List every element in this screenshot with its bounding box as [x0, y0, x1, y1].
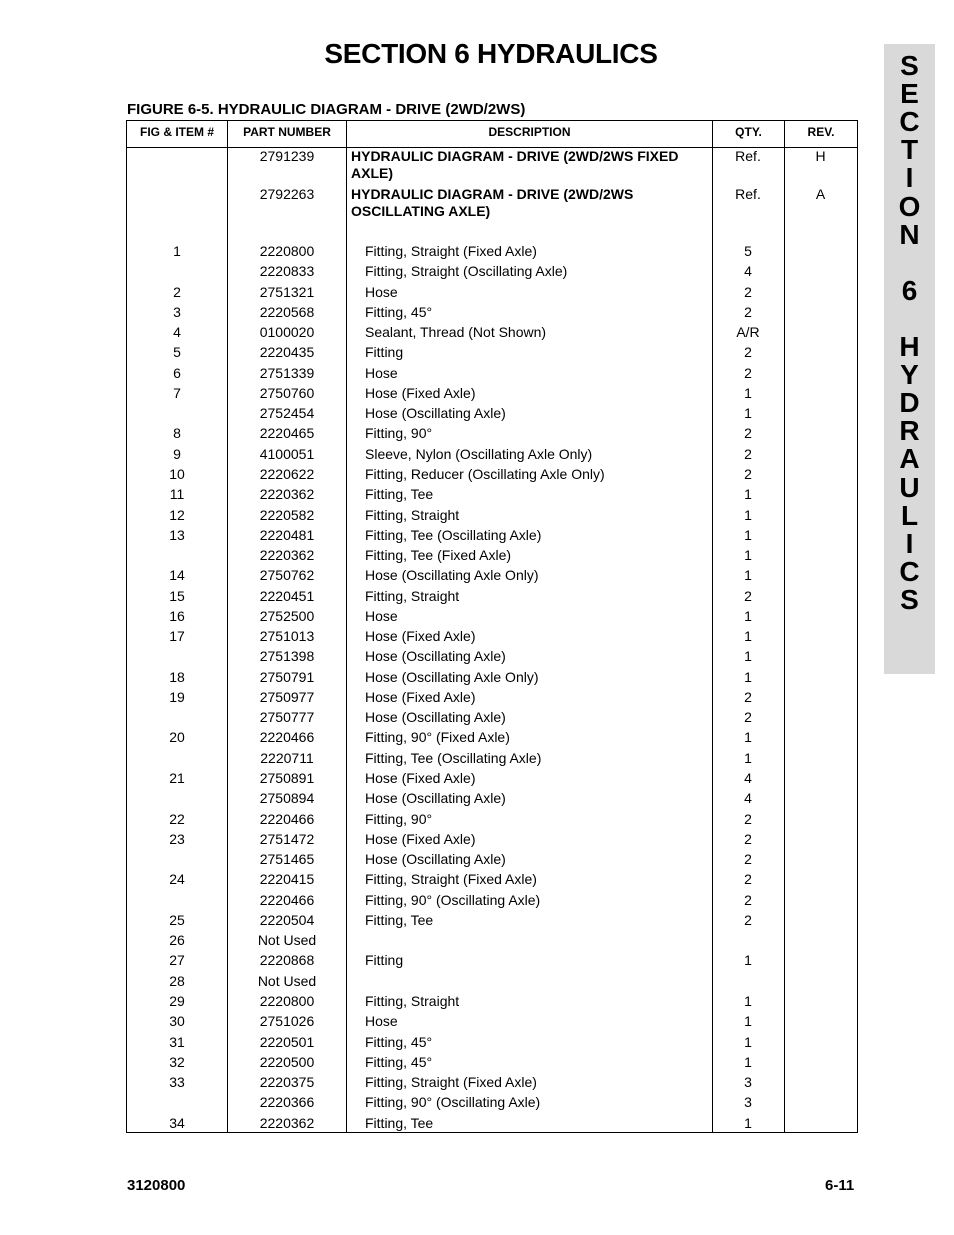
- parts-table: [126, 120, 858, 1133]
- description: Fitting, Tee: [365, 912, 434, 928]
- part-number: 2220481: [259, 527, 315, 543]
- fig-item-number: 6: [173, 365, 181, 381]
- header-qty: QTY.: [735, 125, 762, 139]
- quantity: 2: [744, 892, 752, 908]
- quantity: 2: [744, 344, 752, 360]
- part-number: 2751465: [259, 851, 315, 867]
- description: Hose (Oscillating Axle): [365, 405, 506, 421]
- quantity: 2: [744, 425, 752, 441]
- description: Fitting, Tee (Fixed Axle): [365, 547, 512, 563]
- quantity: 4: [744, 263, 752, 279]
- description: Fitting, Tee (Oscillating Axle): [365, 527, 542, 543]
- part-number: 4100051: [259, 446, 315, 462]
- quantity: 3: [744, 1074, 752, 1090]
- part-number: 2220868: [259, 952, 315, 968]
- side-tab-letter: E: [900, 78, 919, 110]
- header-rev: REV.: [807, 125, 835, 139]
- fig-item-number: 10: [169, 466, 185, 482]
- side-tab-letter: O: [898, 190, 921, 222]
- quantity: 1: [744, 486, 752, 502]
- part-number: 2752500: [259, 608, 315, 624]
- revision: A: [815, 186, 826, 202]
- quantity: 1: [744, 1054, 752, 1070]
- part-number: 2750977: [259, 689, 315, 705]
- side-tab-letter: C: [899, 106, 920, 138]
- quantity: 1: [744, 1034, 752, 1050]
- part-number: 2220415: [259, 871, 315, 887]
- part-number: 2220466: [259, 811, 315, 827]
- quantity: 1: [744, 729, 752, 745]
- description: Fitting, Tee: [365, 486, 434, 502]
- fig-item-number: 26: [169, 932, 185, 948]
- part-number: Not Used: [257, 932, 317, 948]
- description: Hose (Oscillating Axle Only): [365, 567, 539, 583]
- quantity: 1: [744, 567, 752, 583]
- column-divider: [784, 121, 785, 1132]
- part-number: 2220800: [259, 993, 315, 1009]
- quantity: 1: [744, 547, 752, 563]
- part-number: 2220833: [259, 263, 315, 279]
- part-number: 2791239: [259, 148, 315, 164]
- description: Fitting, Straight: [365, 588, 460, 604]
- quantity: 1: [744, 993, 752, 1009]
- quantity: 2: [744, 811, 752, 827]
- part-number: 2220568: [259, 304, 315, 320]
- header-description: DESCRIPTION: [488, 125, 571, 139]
- fig-item-number: 33: [169, 1074, 185, 1090]
- quantity: 2: [744, 284, 752, 300]
- part-number: 0100020: [259, 324, 315, 340]
- fig-item-number: 20: [169, 729, 185, 745]
- part-number: 2220375: [259, 1074, 315, 1090]
- description: Fitting, Straight (Fixed Axle): [365, 871, 537, 887]
- description: Fitting, Straight: [365, 993, 460, 1009]
- quantity: 2: [744, 851, 752, 867]
- side-tab-letter: H: [899, 331, 920, 362]
- description: Fitting, Straight (Fixed Axle): [365, 243, 537, 259]
- header-fig-item: FIG & ITEM #: [139, 125, 214, 139]
- revision: H: [815, 148, 826, 164]
- description: Hose (Fixed Axle): [365, 770, 476, 786]
- quantity: 5: [744, 243, 752, 259]
- part-number: 2220466: [259, 892, 315, 908]
- side-tab-letter: S: [900, 583, 919, 615]
- part-number: 2751026: [259, 1013, 315, 1029]
- part-number: 2220435: [259, 344, 315, 360]
- side-tab-letter: U: [899, 471, 920, 503]
- description: Hose (Fixed Axle): [365, 628, 476, 644]
- part-number: 2750760: [259, 385, 315, 401]
- description: Hose (Fixed Axle): [365, 689, 476, 705]
- fig-item-number: 22: [169, 811, 185, 827]
- description: Fitting: [365, 952, 404, 968]
- description: Sealant, Thread (Not Shown): [365, 324, 547, 340]
- fig-item-number: 32: [169, 1054, 185, 1070]
- part-number: 2752454: [259, 405, 315, 421]
- page-number: 6-11: [825, 1177, 855, 1194]
- description: Fitting, 45°: [365, 1034, 433, 1050]
- description: Hose: [365, 284, 398, 300]
- fig-item-number: 25: [169, 912, 185, 928]
- quantity: 4: [744, 790, 752, 806]
- side-tab-letter: Y: [900, 359, 919, 391]
- description: HYDRAULIC DIAGRAM - DRIVE (2WD/2WS OSCILLATING AXLE): [351, 186, 634, 219]
- fig-item-number: 1: [173, 243, 181, 259]
- part-number: 2750791: [259, 669, 315, 685]
- description: Fitting, Reducer (Oscillating Axle Only): [365, 466, 605, 482]
- side-tab-letter: 6: [901, 274, 918, 306]
- quantity: 1: [744, 507, 752, 523]
- fig-item-number: 30: [169, 1013, 185, 1029]
- quantity: 2: [744, 912, 752, 928]
- fig-item-number: 2: [173, 284, 181, 300]
- side-tab-letter: I: [905, 527, 914, 559]
- side-tab-letter: S: [900, 50, 919, 81]
- part-number: 2751398: [259, 648, 315, 664]
- description: Fitting, Straight (Fixed Axle): [365, 1074, 537, 1090]
- side-tab-letter: C: [899, 555, 920, 587]
- description: HYDRAULIC DIAGRAM - DRIVE (2WD/2WS FIXED AXLE): [351, 148, 679, 181]
- part-number: 2220362: [259, 547, 315, 563]
- quantity: 1: [744, 648, 752, 664]
- column-divider: [346, 121, 347, 1132]
- part-number: 2750777: [259, 709, 315, 725]
- fig-item-number: 23: [169, 831, 185, 847]
- fig-item-number: 13: [169, 527, 185, 543]
- description: Hose (Oscillating Axle): [365, 851, 506, 867]
- fig-item-number: 8: [173, 425, 181, 441]
- fig-item-number: 9: [173, 446, 181, 462]
- description: Hose (Oscillating Axle): [365, 790, 506, 806]
- description: Fitting, Tee (Oscillating Axle): [365, 750, 542, 766]
- fig-item-number: 31: [169, 1034, 185, 1050]
- fig-item-number: 3: [173, 304, 181, 320]
- description: Fitting, 90°: [365, 425, 433, 441]
- part-number: 2750891: [259, 770, 315, 786]
- part-number: 2220582: [259, 507, 315, 523]
- fig-item-number: 34: [169, 1115, 185, 1131]
- fig-item-number: 24: [169, 871, 185, 887]
- section-side-tab: [884, 44, 935, 674]
- quantity: 2: [744, 304, 752, 320]
- quantity: 1: [744, 608, 752, 624]
- part-number: Not Used: [257, 973, 317, 989]
- part-number: 2220504: [259, 912, 315, 928]
- quantity: 3: [744, 1094, 752, 1110]
- description: Hose (Oscillating Axle Only): [365, 669, 539, 685]
- side-tab-letter: D: [899, 387, 920, 419]
- fig-item-number: 16: [169, 608, 185, 624]
- quantity: 4: [744, 770, 752, 786]
- description: Fitting, 90° (Fixed Axle): [365, 729, 510, 745]
- description: Fitting, 90° (Oscillating Axle): [365, 892, 541, 908]
- fig-item-number: 11: [169, 486, 185, 502]
- side-tab-letter: N: [899, 218, 920, 250]
- description: Hose (Fixed Axle): [365, 385, 476, 401]
- part-number: 2220622: [259, 466, 315, 482]
- part-number: 2751013: [259, 628, 315, 644]
- quantity: 2: [744, 871, 752, 887]
- quantity: 1: [744, 1115, 752, 1131]
- description: Hose: [365, 608, 398, 624]
- fig-item-number: 18: [169, 669, 185, 685]
- fig-item-number: 29: [169, 993, 185, 1009]
- part-number: 2220500: [259, 1054, 315, 1070]
- quantity: 1: [744, 750, 752, 766]
- part-number: 2750762: [259, 567, 315, 583]
- part-number: 2220800: [259, 243, 315, 259]
- part-number: 2751339: [259, 365, 315, 381]
- quantity: 2: [744, 365, 752, 381]
- quantity: 2: [744, 466, 752, 482]
- fig-item-number: 7: [173, 385, 181, 401]
- part-number: 2220451: [259, 588, 315, 604]
- fig-item-number: 27: [169, 952, 185, 968]
- description: Hose (Oscillating Axle): [365, 648, 506, 664]
- side-tab-letter: A: [899, 443, 920, 475]
- part-number: 2220465: [259, 425, 315, 441]
- quantity: 1: [744, 628, 752, 644]
- description: Fitting, 45°: [365, 304, 433, 320]
- description: Fitting, 90° (Oscillating Axle): [365, 1094, 541, 1110]
- description: Hose: [365, 365, 398, 381]
- part-number: 2750894: [259, 790, 315, 806]
- quantity: 2: [744, 689, 752, 705]
- description: Fitting, Straight: [365, 507, 460, 523]
- quantity: 2: [744, 709, 752, 725]
- description: Fitting, Tee: [365, 1115, 434, 1131]
- quantity: 1: [744, 952, 752, 968]
- document-number: 3120800: [127, 1177, 186, 1194]
- quantity: 1: [744, 527, 752, 543]
- description: Hose: [365, 1013, 398, 1029]
- description: Hose (Oscillating Axle): [365, 709, 506, 725]
- fig-item-number: 19: [169, 689, 185, 705]
- description: Fitting, 90°: [365, 811, 433, 827]
- part-number: 2751321: [259, 284, 315, 300]
- part-number: 2220362: [259, 486, 315, 502]
- page-title: SECTION 6 HYDRAULICS: [324, 38, 658, 69]
- quantity: 1: [744, 385, 752, 401]
- part-number: 2220466: [259, 729, 315, 745]
- fig-item-number: 5: [173, 344, 181, 360]
- part-number: 2792263: [259, 186, 315, 202]
- quantity: 2: [744, 831, 752, 847]
- quantity: A/R: [736, 324, 760, 340]
- side-tab-letter: I: [905, 162, 914, 194]
- fig-item-number: 21: [169, 770, 185, 786]
- part-number: 2220362: [259, 1115, 315, 1131]
- description: Fitting: [365, 344, 404, 360]
- side-tab-letter: R: [899, 415, 920, 447]
- quantity: 2: [744, 588, 752, 604]
- fig-item-number: 14: [169, 567, 185, 583]
- part-number: 2220711: [260, 750, 314, 766]
- description: Fitting, 45°: [365, 1054, 433, 1070]
- quantity: 1: [744, 669, 752, 685]
- figure-title: FIGURE 6-5. HYDRAULIC DIAGRAM - DRIVE (2WD/2WS): [127, 101, 526, 118]
- part-number: 2751472: [259, 831, 315, 847]
- part-number: 2220366: [259, 1094, 315, 1110]
- quantity: Ref.: [735, 186, 761, 202]
- description: Sleeve, Nylon (Oscillating Axle Only): [365, 446, 593, 462]
- fig-item-number: 15: [169, 588, 185, 604]
- fig-item-number: 4: [173, 324, 181, 340]
- quantity: 1: [744, 1013, 752, 1029]
- description: Fitting, Straight (Oscillating Axle): [365, 263, 568, 279]
- quantity: 2: [744, 446, 752, 462]
- header-part-number: PART NUMBER: [243, 125, 331, 139]
- quantity: Ref.: [735, 148, 761, 164]
- fig-item-number: 17: [169, 628, 185, 644]
- side-tab-letter: L: [900, 499, 919, 531]
- fig-item-number: 28: [169, 973, 185, 989]
- fig-item-number: 12: [169, 507, 185, 523]
- description: Hose (Fixed Axle): [365, 831, 476, 847]
- side-tab-letter: T: [900, 134, 919, 166]
- quantity: 1: [744, 405, 752, 421]
- part-number: 2220501: [259, 1034, 315, 1050]
